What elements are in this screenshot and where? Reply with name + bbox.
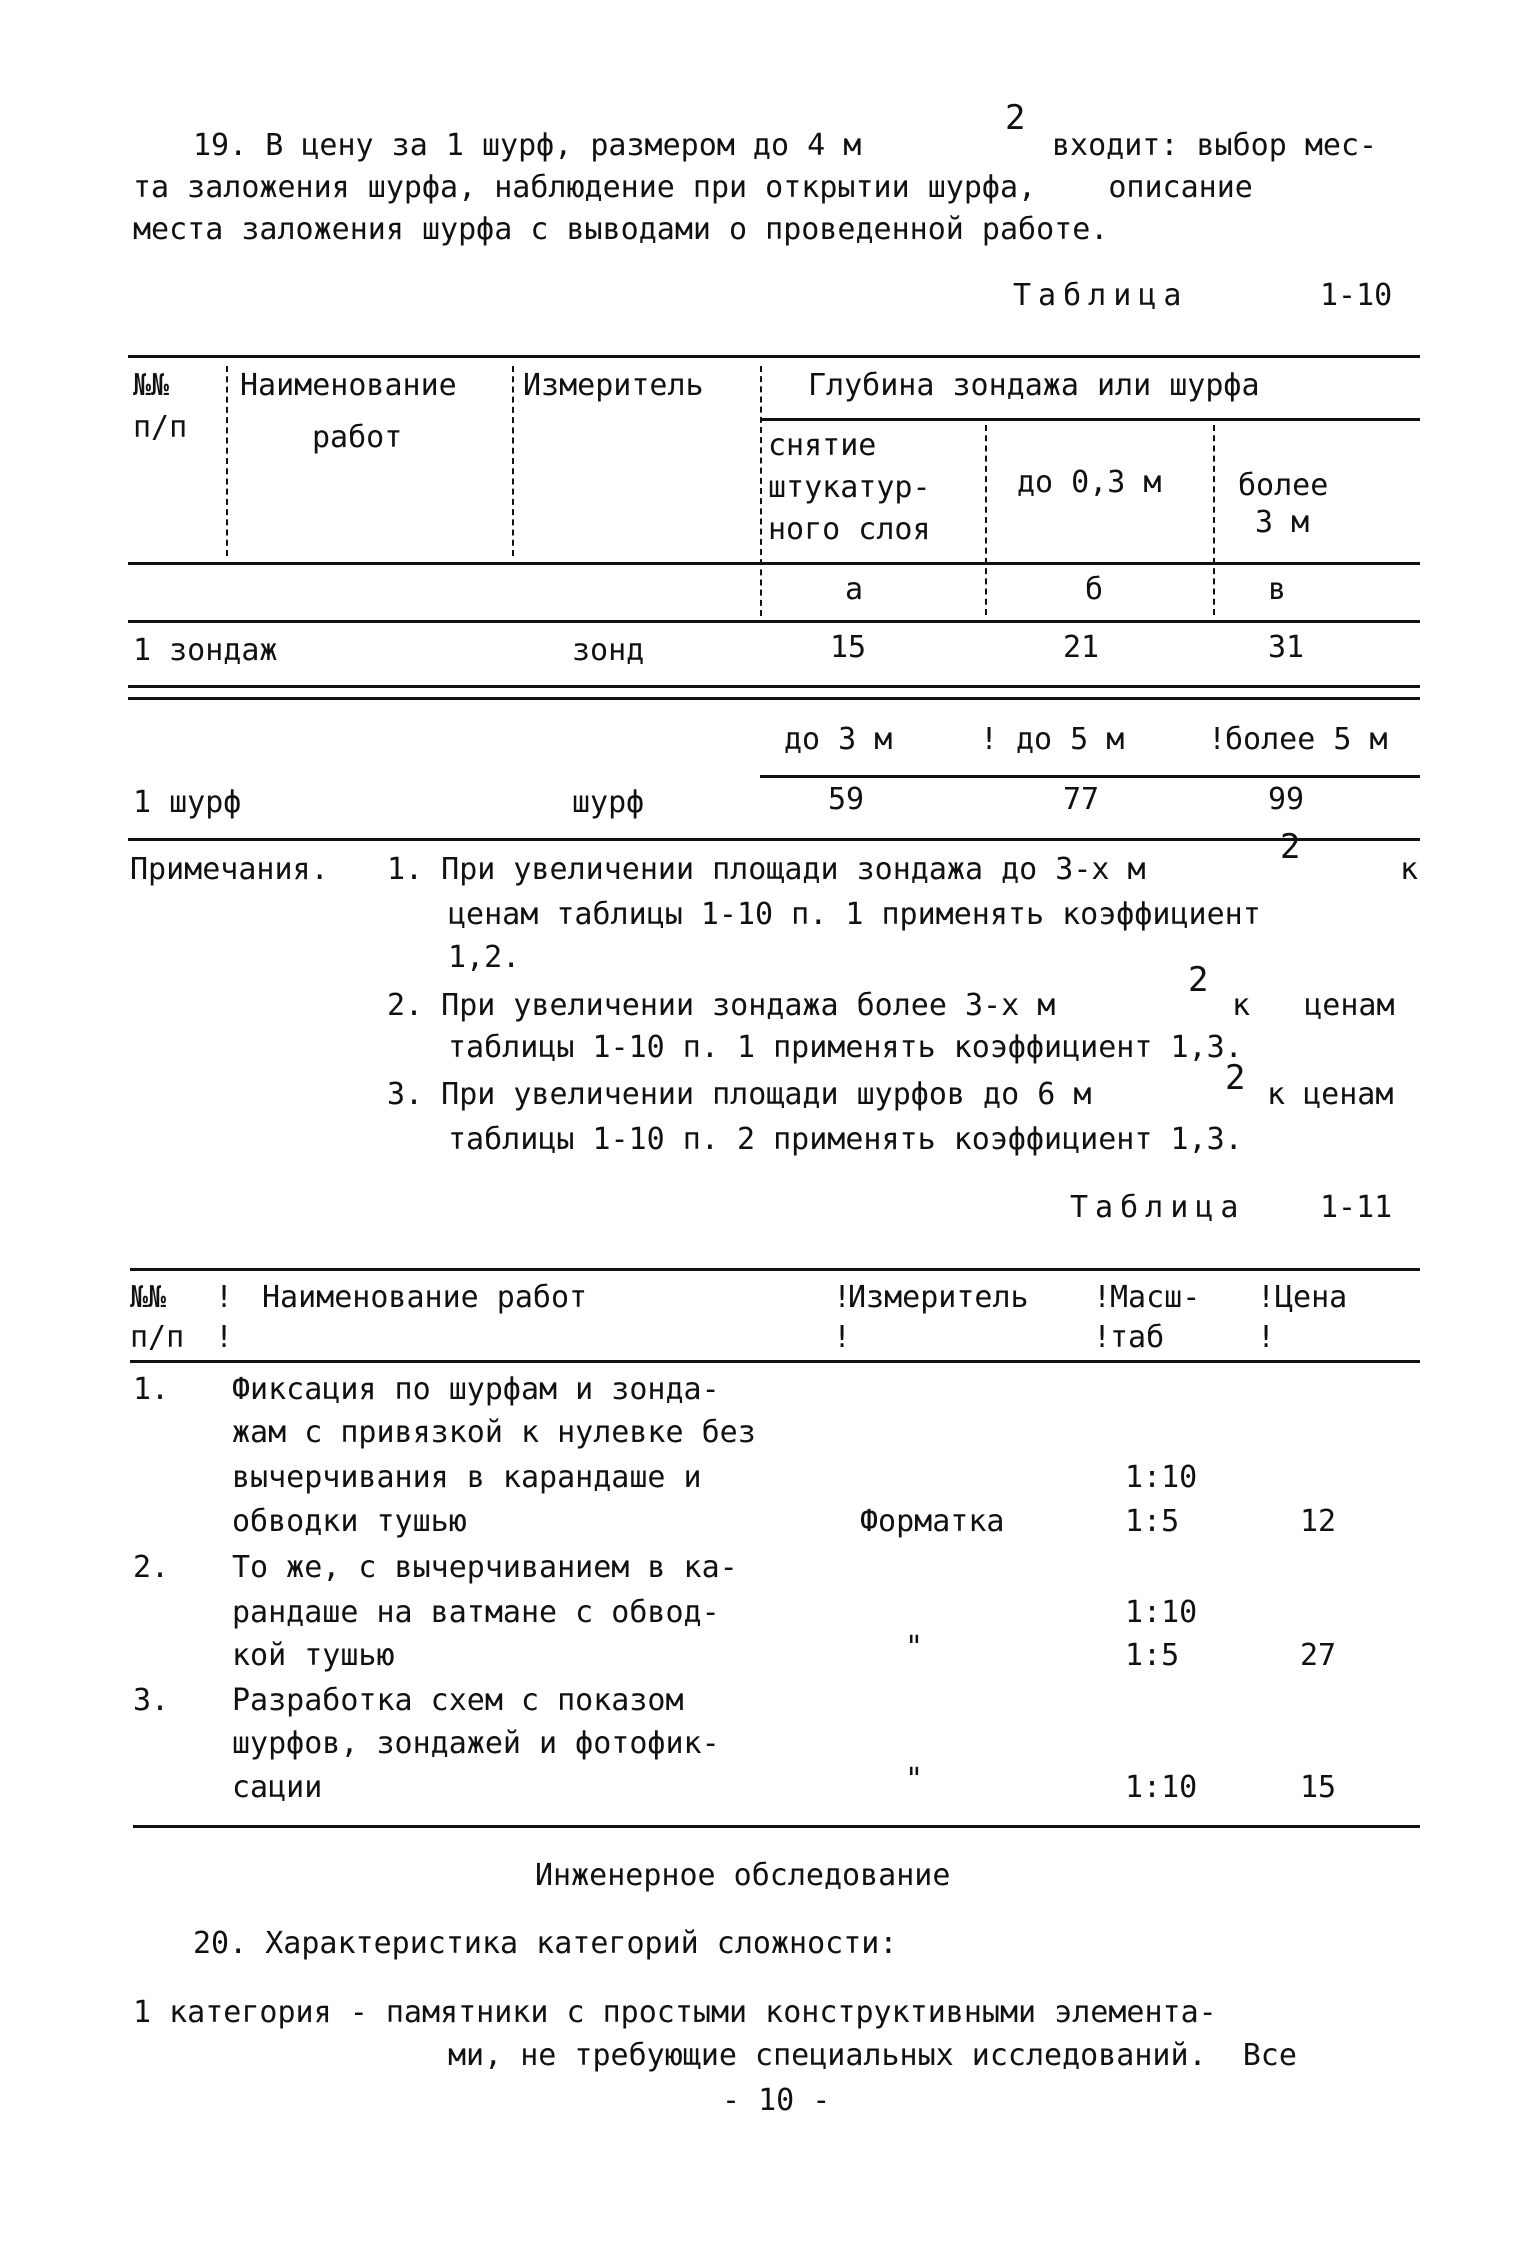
t110-sub1-l2: штукатур-	[768, 470, 931, 505]
note3-line2: таблицы 1-10 п. 2 применять коэффициент 1,3.	[448, 1122, 1243, 1157]
t111-r1-l1: Фиксация по шурфам и зонда-	[232, 1372, 720, 1407]
t110-depth-rule	[760, 418, 1420, 421]
t110-letter-b: б	[1085, 572, 1104, 607]
t111-r1-unit: Форматка	[860, 1504, 1005, 1539]
t111-r3-l1: Разработка схем с показом	[232, 1683, 684, 1718]
t110-row2-v: 99	[1268, 782, 1305, 817]
t110-sub3-l1: более	[1238, 468, 1329, 503]
t110-h-depth: Глубина зондажа или шурфа	[808, 368, 1260, 403]
t110-sub1-l1: снятие	[768, 428, 877, 463]
t111-h-sep2: !	[833, 1280, 852, 1315]
t111-r2-l1: То же, с вычерчиванием в ка-	[232, 1550, 738, 1585]
t110-subhead-2: до 5 м	[1016, 722, 1125, 757]
t110-subhead-sep-1: !	[980, 722, 999, 757]
table111-caption: Таблица	[1070, 1190, 1246, 1225]
category1-line1: 1 категория - памятники с простыми конструктивными элемента-	[133, 1995, 1217, 2030]
t111-r2-scale2: 1:5	[1125, 1638, 1180, 1673]
note2-line2: таблицы 1-10 п. 1 применять коэффициент 1,3.	[448, 1030, 1243, 1065]
t111-h-scale2: таб	[1110, 1320, 1165, 1355]
note1-line1: 1. При увеличении площади зондажа до 3-х м	[387, 852, 1146, 887]
note1-sup: 2	[1280, 827, 1301, 867]
t110-sub1-l3: ного слоя	[768, 512, 931, 547]
t111-h-num: №№	[130, 1280, 167, 1315]
para19-line3: места заложения шурфа с выводами о проведенной работе.	[133, 212, 1109, 247]
t110-subhead-rule	[760, 775, 1420, 778]
t110-sub3-l2: 3 м	[1255, 505, 1310, 540]
t111-h-sep3: !	[1093, 1280, 1112, 1315]
t110-vdiv-2	[512, 366, 516, 556]
t110-h-num: №№	[133, 368, 170, 403]
t110-row2-b: 77	[1063, 782, 1100, 817]
note3-line1: 3. При увеличении площади шурфов до 6 м	[387, 1077, 1092, 1112]
table110-caption: Таблица	[1013, 278, 1189, 313]
t111-r3-l3: сации	[232, 1770, 323, 1805]
table110-top-rule	[128, 355, 1420, 358]
t111-r2-scale1: 1:10	[1125, 1595, 1198, 1630]
t110-letters-rule	[128, 620, 1420, 623]
t111-h-sep3b: !	[1093, 1320, 1112, 1355]
page-number: - 10 -	[722, 2083, 831, 2118]
t110-double-rule-2	[128, 697, 1420, 700]
t110-h-name: Наименование	[240, 368, 457, 403]
t110-row1-a: 15	[830, 630, 867, 665]
t111-r2-l3: кой тушью	[232, 1638, 395, 1673]
t111-r3-num: 3.	[133, 1683, 170, 1718]
table111-bottom-rule	[133, 1825, 1420, 1828]
t110-row1-name: 1 зондаж	[133, 633, 278, 668]
para19-line2: та заложения шурфа, наблюдение при открытии шурфа, описание	[133, 170, 1253, 205]
t111-r1-l3: вычерчивания в карандаше и	[232, 1460, 702, 1495]
table111-top-rule	[130, 1268, 1420, 1271]
t111-r1-scale2: 1:5	[1125, 1504, 1180, 1539]
note3-sup: 2	[1225, 1058, 1246, 1098]
t110-bottom-rule	[128, 838, 1420, 841]
t110-row1-v: 31	[1268, 630, 1305, 665]
para20: 20. Характеристика категорий сложности:	[193, 1926, 898, 1961]
t111-h-name: Наименование работ	[262, 1280, 588, 1315]
t111-r3-price: 15	[1300, 1770, 1337, 1805]
t110-row1-unit: зонд	[572, 633, 645, 668]
note1-line2: ценам таблицы 1-10 п. 1 применять коэффициент	[448, 897, 1261, 932]
table110-number: 1-10	[1320, 278, 1393, 313]
note2-sup: 2	[1188, 960, 1209, 1000]
t111-r2-num: 2.	[133, 1550, 170, 1585]
para19-line1: 19. В цену за 1 шурф, размером до 4 м	[193, 128, 862, 163]
t111-r2-l2: рандаше на ватмане с обвод-	[232, 1595, 720, 1630]
t110-h-unit: Измеритель	[523, 368, 704, 403]
t110-h-num2: п/п	[133, 410, 188, 445]
t110-letter-a: а	[845, 572, 864, 607]
t110-double-rule-1	[128, 685, 1420, 688]
note2-line1: 2. При увеличении зондажа более 3-х м	[387, 988, 1056, 1023]
t111-r2-price: 27	[1300, 1638, 1337, 1673]
t110-subhead-3: более 5 м	[1225, 722, 1388, 757]
t111-h-sep1b: !	[215, 1320, 234, 1355]
t111-header-rule	[130, 1360, 1420, 1363]
t111-r1-price: 12	[1300, 1504, 1337, 1539]
t110-subhead-1: до 3 м	[784, 722, 893, 757]
t110-h-name2: работ	[312, 420, 403, 455]
t111-h-sep4b: !	[1257, 1320, 1276, 1355]
t110-letter-v: в	[1268, 572, 1287, 607]
t110-sub2: до 0,3 м	[1017, 465, 1162, 500]
t111-r1-l4: обводки тушью	[232, 1504, 467, 1539]
t111-r3-unit: "	[905, 1762, 924, 1797]
t111-h-price: Цена	[1275, 1280, 1348, 1315]
t110-row2-a: 59	[828, 782, 865, 817]
t111-r1-scale1: 1:10	[1125, 1460, 1198, 1495]
note1-tail: к	[1400, 852, 1419, 887]
note2-tail: к ценам	[1232, 988, 1395, 1023]
t111-r1-num: 1.	[133, 1372, 170, 1407]
t110-subhead-sep-2: !	[1208, 722, 1227, 757]
t111-r1-l2: жам с привязкой к нулевке без	[232, 1415, 756, 1450]
t111-h-num2: п/п	[130, 1320, 185, 1355]
t111-h-sep4: !	[1257, 1280, 1276, 1315]
category1-line2: ми, не требующие специальных исследований. Все	[448, 2038, 1297, 2073]
t110-row2-unit: шурф	[572, 785, 645, 820]
t110-vdiv-4	[985, 425, 989, 615]
note1-line3: 1,2.	[448, 940, 521, 975]
note3-tail: к ценам	[1267, 1077, 1394, 1112]
t111-r3-l2: шурфов, зондажей и фотофик-	[232, 1726, 720, 1761]
t111-h-scale: Масш-	[1110, 1280, 1201, 1315]
t111-r2-unit: "	[905, 1630, 924, 1665]
para19-sup: 2	[1005, 98, 1026, 138]
t110-vdiv-5	[1213, 425, 1217, 615]
section-heading: Инженерное обследование	[535, 1858, 951, 1893]
table111-number: 1-11	[1320, 1190, 1393, 1225]
notes-label: Примечания.	[130, 852, 329, 887]
t111-h-sep1: !	[215, 1280, 234, 1315]
t110-row2-name: 1 шурф	[133, 785, 242, 820]
t110-header-rule	[128, 562, 1420, 565]
para19-line1-tail: входит: выбор мес-	[1052, 128, 1378, 163]
t111-h-unit: Измеритель	[848, 1280, 1029, 1315]
t110-vdiv-1	[226, 366, 230, 556]
t111-h-sep2b: !	[833, 1320, 852, 1355]
t111-r3-scale1: 1:10	[1125, 1770, 1198, 1805]
t110-row1-b: 21	[1063, 630, 1100, 665]
t110-vdiv-3	[760, 366, 764, 616]
